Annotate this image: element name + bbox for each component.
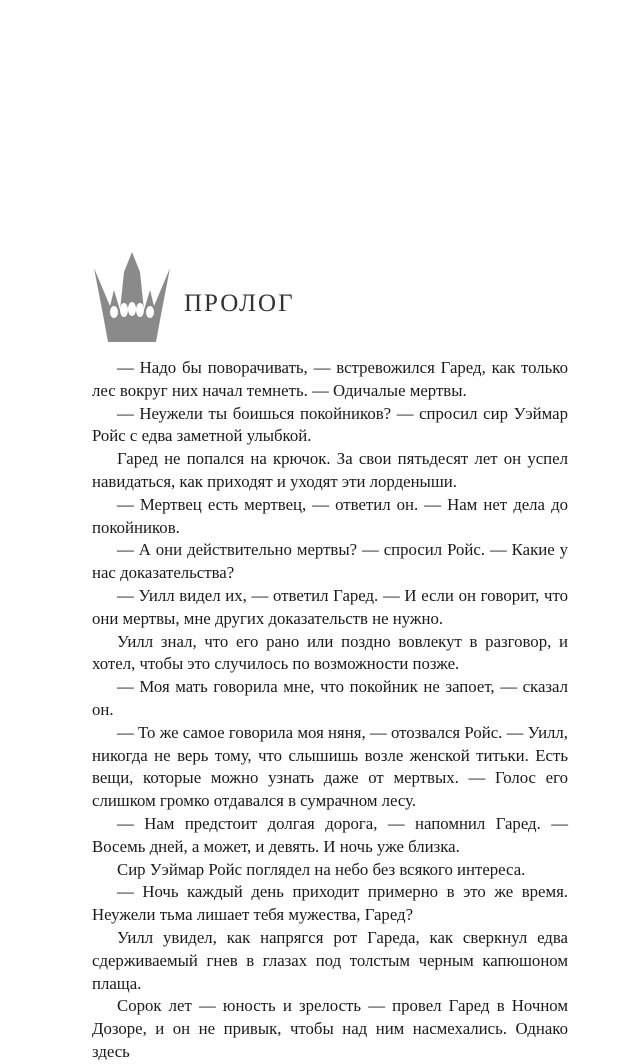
paragraph: — Мертвец есть мертвец, — ответил он. — Нам нет дела до покойников. [92, 494, 568, 537]
paragraph: — Неужели ты боишься покойников? — спросил сир Уэймар Ройс с едва заметной улыбкой. [92, 403, 568, 446]
paragraph: — Нам предстоит долгая дорога, — напомнил Гаред. — Восемь дней, а может, и девять. И ночь уже близка. [92, 813, 568, 856]
paragraph: — Надо бы поворачивать, — встревожился Гаред, как только лес вокруг них начал темнеть. — Одичалые мертвы. [92, 358, 568, 400]
chapter-heading [90, 250, 490, 350]
paragraph: — А они действительно мертвы? — спросил Ройс. — Какие у нас доказательства? [92, 540, 568, 583]
paragraph: — Ночь каждый день приходит примерно в это же время. Неужели тьма лишает тебя мужества, Гаред? [92, 882, 568, 925]
paragraph: Сир Уэймар Ройс поглядел на небо без всякого интереса. [117, 859, 526, 879]
body-text [92, 357, 568, 1064]
paragraph: — Моя мать говорила мне, что покойник не запоет, — сказал он. [92, 677, 568, 719]
paragraph: Гаред не попался на крючок. За свои пятьдесят лет он успел навидаться, как приходят и уходят эти лорденыши. [92, 449, 568, 491]
paragraph: Сорок лет — юность и зрелость — провел Гаред в Ночном Дозоре, и он не привык, чтобы над ним насмехались. Однако здесь [92, 996, 568, 1061]
paragraph: Уилл увидел, как напрягся рот Гареда, как сверкнул едва сдерживаемый гнев в глазах под толстым черным капюшоном плаща. [92, 927, 568, 993]
paragraph: — Уилл видел их, — ответил Гаред. — И если он говорит, что они мертвы, мне других доказательств не нужно. [92, 585, 568, 628]
crown-icon [90, 250, 174, 344]
paragraph: — То же самое говорила моя няня, — отозвался Ройс. — Уилл, никогда не верь тому, что слышишь возле женской титьки. Есть вещи, которые можно узнать даже от мертвых. — Голос его слишком громко отдавался в сумрачном лесу. [92, 722, 568, 811]
chapter-title: ПРОЛОГ [184, 290, 295, 317]
paragraph: Уилл знал, что его рано или поздно вовлекут в разговор, и хотел, чтобы это случилось по возможности позже. [92, 631, 568, 674]
